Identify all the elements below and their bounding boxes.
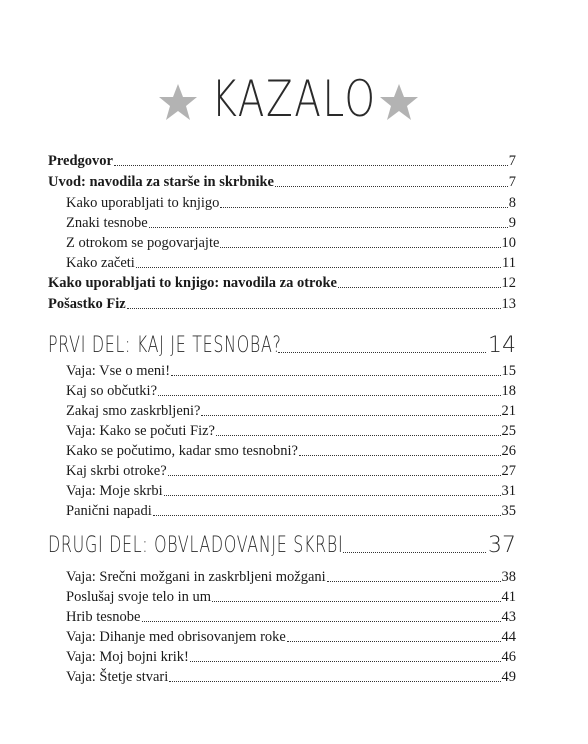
- toc-entry-label: Vaja: Vse o meni!: [66, 363, 171, 379]
- toc-page-number: 7: [508, 153, 516, 169]
- toc-entry-label: Vaja: Kako se počuti Fiz?: [66, 423, 215, 439]
- dot-leader: [149, 226, 508, 228]
- toc-entry-label: Kako začeti: [66, 255, 135, 271]
- toc-entry-label: Uvod: navodila za starše in skrbnike: [48, 174, 274, 190]
- toc-page-number: 8: [508, 195, 516, 211]
- toc-entry-label: Vaja: Srečni možgani in zaskrbljeni možgani: [66, 569, 326, 585]
- dot-leader: [153, 514, 501, 516]
- toc-page-number: 44: [501, 629, 516, 645]
- toc-page-number: 46: [501, 649, 516, 665]
- dot-leader: [190, 660, 501, 662]
- toc-entry-label: Panični napadi: [66, 503, 152, 519]
- toc-entry[interactable]: [66, 252, 516, 272]
- section-page-number: 14: [488, 333, 516, 358]
- dot-leader: [275, 185, 508, 187]
- dot-leader: [127, 307, 501, 309]
- toc-entry[interactable]: [48, 293, 516, 313]
- toc-entry[interactable]: [66, 420, 516, 440]
- section-page-number: 37: [488, 533, 516, 558]
- toc-entry-label: Kaj so občutki?: [66, 383, 158, 399]
- dot-leader: [142, 620, 501, 622]
- toc-entry-label: Hrib tesnobe: [66, 609, 141, 625]
- dot-leader: [169, 680, 500, 682]
- toc-page-number: 25: [501, 423, 516, 439]
- dot-leader: [212, 600, 501, 602]
- toc-entry[interactable]: [66, 380, 516, 400]
- section-heading-label: PRVI DEL: KAJ JE TESNOBA?: [48, 333, 282, 358]
- dot-leader: [136, 266, 501, 268]
- toc-page-number: 49: [501, 669, 516, 685]
- toc-page-number: 10: [501, 235, 516, 251]
- dot-leader: [220, 246, 500, 248]
- toc-entry[interactable]: [66, 606, 516, 626]
- dot-leader: [201, 414, 500, 416]
- toc-entry[interactable]: [66, 500, 516, 520]
- toc-entry[interactable]: [66, 646, 516, 666]
- toc-entry-label: Zakaj smo zaskrbljeni?: [66, 403, 201, 419]
- toc-entry-label: Vaja: Dihanje med obrisovanjem roke: [66, 629, 286, 645]
- page-title: KAZALO: [211, 70, 377, 128]
- toc-entry-label: Vaja: Moj bojni krik!: [66, 649, 189, 665]
- star-icon: [379, 82, 419, 122]
- section-heading-part2[interactable]: [48, 528, 516, 558]
- toc-page-number: 7: [508, 174, 516, 190]
- toc-entry[interactable]: [66, 400, 516, 420]
- toc-entry[interactable]: [66, 232, 516, 252]
- toc-entry-label: Kaj skrbi otroke?: [66, 463, 167, 479]
- dot-leader: [299, 454, 501, 456]
- dot-leader: [287, 640, 501, 642]
- toc-entry[interactable]: [48, 272, 516, 292]
- toc-page-number: 11: [502, 255, 516, 271]
- toc-page-number: 41: [501, 589, 516, 605]
- toc-entry-label: Vaja: Štetje stvari: [66, 669, 169, 685]
- section-heading-label: DRUGI DEL: OBVLADOVANJE SKRBI: [48, 533, 344, 558]
- toc-entry-label: Vaja: Moje skrbi: [66, 483, 163, 499]
- dot-leader: [220, 206, 507, 208]
- toc-page-number: 35: [501, 503, 516, 519]
- toc-entry-label: Pošastko Fiz: [48, 296, 126, 312]
- toc-entry[interactable]: [66, 586, 516, 606]
- section-heading-part1[interactable]: [48, 328, 516, 358]
- toc-entry[interactable]: [66, 212, 516, 232]
- toc-entry[interactable]: [66, 480, 516, 500]
- dot-leader: [327, 580, 501, 582]
- toc-entry-label: Kako uporabljati to knjigo: navodila za otroke: [48, 275, 337, 291]
- dot-leader: [343, 551, 486, 553]
- toc-entry-label: Kako se počutimo, kadar smo tesnobni?: [66, 443, 298, 459]
- toc-page-number: 38: [501, 569, 516, 585]
- dot-leader: [216, 434, 501, 436]
- toc-page-number: 31: [501, 483, 516, 499]
- toc-entry-label: Kako uporabljati to knjigo: [66, 195, 220, 211]
- toc-page-number: 12: [501, 275, 516, 291]
- toc-page-number: 15: [501, 363, 516, 379]
- dot-leader: [164, 494, 501, 496]
- toc-entry-label: Z otrokom se pogovarjajte: [66, 235, 220, 251]
- toc-page-number: 18: [501, 383, 516, 399]
- toc-page-number: 21: [501, 403, 516, 419]
- dot-leader: [338, 286, 501, 288]
- dot-leader: [171, 374, 500, 376]
- title-area: [0, 62, 588, 142]
- toc-entry[interactable]: [48, 171, 516, 191]
- toc-page-number: 27: [501, 463, 516, 479]
- toc-entry-label: Znaki tesnobe: [66, 215, 148, 231]
- toc-entry[interactable]: [66, 192, 516, 212]
- toc-entry[interactable]: [66, 460, 516, 480]
- dot-leader: [158, 394, 500, 396]
- dot-leader: [114, 164, 508, 166]
- toc-entry[interactable]: [66, 440, 516, 460]
- toc-page-number: 9: [508, 215, 516, 231]
- toc-entry[interactable]: [66, 360, 516, 380]
- toc-page-number: 43: [501, 609, 516, 625]
- dot-leader: [278, 351, 486, 353]
- toc-entry-label: Poslušaj svoje telo in um: [66, 589, 211, 605]
- toc-entry[interactable]: [48, 150, 516, 170]
- toc-page-number: 26: [501, 443, 516, 459]
- dot-leader: [168, 474, 501, 476]
- toc-entry[interactable]: [66, 626, 516, 646]
- toc-entry-label: Predgovor: [48, 153, 113, 169]
- toc-entry[interactable]: [66, 566, 516, 586]
- toc-entry[interactable]: [66, 666, 516, 686]
- toc-page-number: 13: [501, 296, 516, 312]
